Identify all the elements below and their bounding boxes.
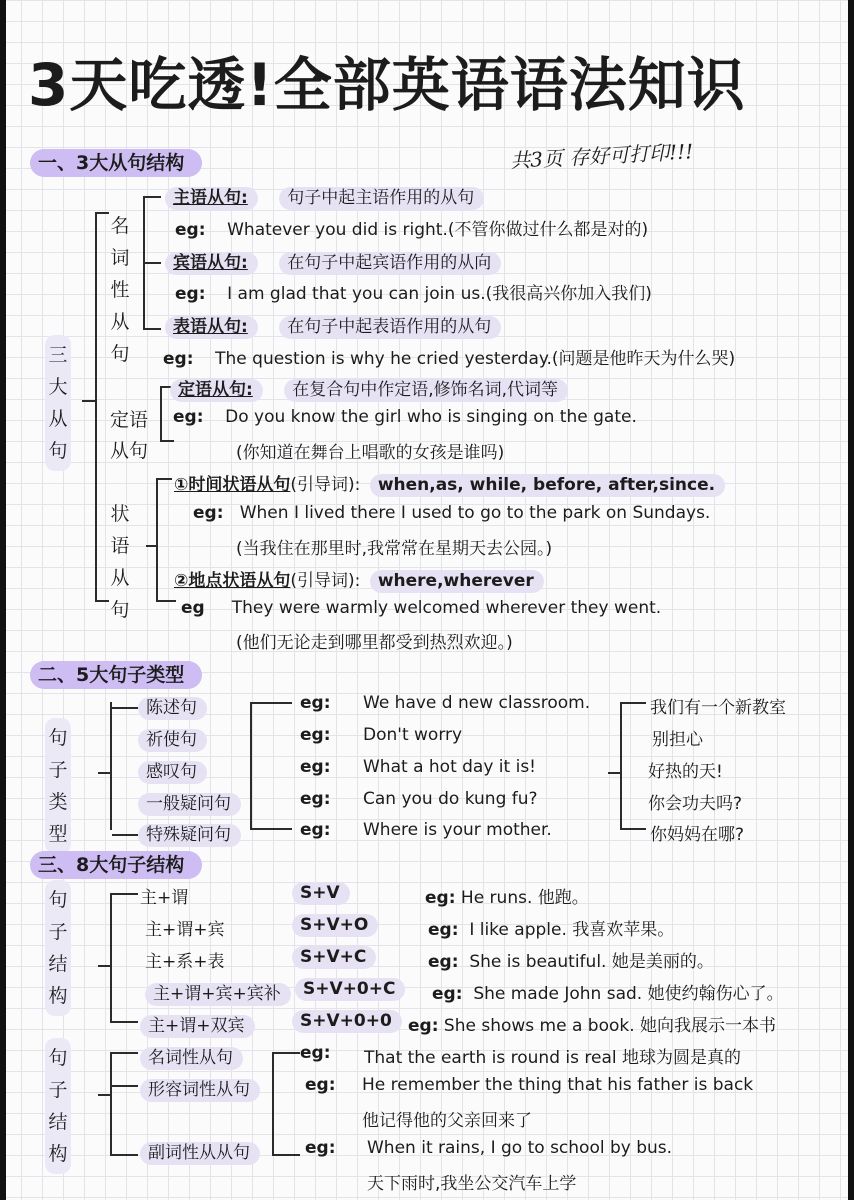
time-clause-cn: (当我住在那里时,我常常在星期天去公园。) bbox=[236, 539, 553, 559]
structure-code: S+V+O bbox=[292, 915, 378, 935]
sentence-type-row: 祈使句 bbox=[138, 725, 207, 750]
structure-row: 主+谓 bbox=[140, 888, 189, 908]
subject-clause-row: 主语从句: 句子中起主语作用的从句 bbox=[165, 183, 484, 208]
bracket-tick bbox=[98, 772, 110, 774]
sentence-type-row: 陈述句 bbox=[112, 693, 207, 718]
s1-main-bracket bbox=[95, 212, 97, 602]
sentence-cn: 好热的天! bbox=[648, 762, 723, 782]
adverbial-bracket bbox=[156, 478, 158, 602]
attributive-clause-label: 定语 从句 bbox=[110, 409, 149, 462]
bracket-tick bbox=[620, 828, 646, 830]
structure-row: 主+谓+双宾 bbox=[140, 1011, 255, 1036]
predicative-clause-eg: eg: The question is why he cried yesterday.(问题是他昨天为什么哭) bbox=[163, 349, 736, 369]
bracket-tick bbox=[143, 262, 161, 264]
s2-left-bracket bbox=[110, 702, 112, 830]
sentence-type-row: 一般疑问句 bbox=[138, 789, 241, 814]
sentence-type-row: 感叹句 bbox=[138, 757, 207, 782]
clause-type-row: 名词性从句 bbox=[140, 1043, 243, 1068]
bracket-tick bbox=[143, 196, 161, 198]
section-1-header: 一、3大从句结构 bbox=[30, 148, 202, 175]
sentence-cn: 你会功夫吗? bbox=[648, 794, 743, 814]
sentence-cn: 我们有一个新教室 bbox=[650, 698, 786, 718]
structure-eg: eg: She made John sad. 她使约翰伤心了。 bbox=[432, 984, 784, 1004]
bracket-tick bbox=[608, 772, 620, 774]
attributive-clause-cn: (你知道在舞台上唱歌的女孩是谁吗) bbox=[236, 443, 505, 463]
bracket-tick bbox=[156, 600, 176, 602]
clause-eg: eg: When it rains, I go to school by bus. bbox=[305, 1138, 673, 1158]
bracket-tick bbox=[272, 1052, 300, 1054]
bracket-tick bbox=[110, 1154, 138, 1156]
page-title: 3天吃透!全部英语语法知识 bbox=[28, 51, 746, 119]
bracket-tick bbox=[620, 702, 646, 704]
bracket-tick bbox=[143, 328, 161, 330]
bracket-tick bbox=[98, 965, 110, 967]
bracket-tick bbox=[110, 1085, 138, 1087]
s2-right-bracket bbox=[620, 702, 622, 830]
predicative-clause-row: 表语从句: 在句子中起表语作用的从句 bbox=[165, 312, 501, 337]
place-clause-row: ②地点状语从句(引导词): where,wherever bbox=[174, 566, 544, 591]
bracket-tick bbox=[250, 702, 292, 704]
time-clause-row: ①时间状语从句(引导词): when,as, while, before, after,since. bbox=[174, 470, 725, 495]
place-clause-eg: eg They were warmly welcomed wherever they went. bbox=[181, 598, 662, 618]
adverbial-clause-label: 状 语 从 句 bbox=[110, 503, 130, 621]
s3-side-label-structures: 句 子 结 构 bbox=[45, 880, 71, 1016]
clause-eg-cn: 天下雨时,我坐公交汽车上学 bbox=[367, 1174, 577, 1194]
bracket-tick bbox=[156, 478, 172, 480]
section-2-header: 二、5大句子类型 bbox=[30, 660, 202, 687]
structure-row: 主+谓+宾 bbox=[145, 920, 225, 940]
s3-clause-bracket bbox=[110, 1052, 112, 1156]
structure-row: 主+谓+宾+宾补 bbox=[145, 979, 291, 1004]
bracket-tick bbox=[160, 440, 174, 442]
sentence-cn: 你妈妈在哪? bbox=[650, 825, 745, 845]
structure-code: S+V bbox=[292, 883, 350, 903]
bracket-tick bbox=[272, 1154, 300, 1156]
structure-row: 主+系+表 bbox=[145, 952, 225, 972]
attributive-clause-eg: eg: Do you know the girl who is singing on the gate. bbox=[173, 407, 637, 427]
bracket-tick bbox=[146, 545, 156, 547]
structure-code: S+V+0+C bbox=[295, 979, 405, 999]
sentence-cn: 别担心 bbox=[652, 730, 703, 750]
structure-code: S+V+C bbox=[292, 947, 376, 967]
sentence-eg-row: eg: Can you do kung fu? bbox=[300, 789, 538, 809]
attributive-bracket bbox=[160, 386, 162, 442]
structure-eg: eg: He runs. 他跑。 bbox=[425, 888, 589, 908]
s3-side-label-clauses: 句 子 结 构 bbox=[45, 1038, 71, 1174]
clause-eg-cn: 他记得他的父亲回来了 bbox=[362, 1111, 532, 1131]
clause-eg: eg: That the earth is round is real 地球为圆是真的 bbox=[300, 1043, 742, 1068]
structure-code: S+V+0+0 bbox=[292, 1011, 402, 1031]
clause-eg: eg: He remember the thing that his father is back bbox=[305, 1075, 754, 1095]
bracket-tick bbox=[110, 1021, 138, 1023]
s2-mid-bracket bbox=[250, 702, 252, 830]
print-note: 共3页 存好可打印!!! bbox=[509, 139, 694, 173]
s3-structure-bracket bbox=[110, 893, 112, 1023]
bracket-tick bbox=[82, 400, 96, 402]
clause-type-row: 副词性从从句 bbox=[140, 1138, 260, 1163]
time-clause-eg: eg: When I lived there I used to go to the park on Sundays. bbox=[193, 503, 711, 523]
s2-side-label: 句 子 类 型 bbox=[45, 718, 71, 854]
structure-eg: eg: She shows me a book. 她向我展示一本书 bbox=[408, 1016, 777, 1036]
bracket-tick bbox=[98, 1094, 110, 1096]
bracket-tick bbox=[110, 1052, 138, 1054]
s1-side-label: 三 大 从 句 bbox=[45, 335, 71, 471]
s3-clause-eg-bracket bbox=[272, 1052, 274, 1156]
clause-type-row: 形容词性从句 bbox=[140, 1075, 260, 1100]
bracket-tick bbox=[250, 828, 292, 830]
sentence-eg-row: eg: We have d new classroom. bbox=[300, 693, 591, 713]
place-clause-cn: (他们无论走到哪里都受到热烈欢迎。) bbox=[236, 633, 513, 653]
section-3-header: 三、8大句子结构 bbox=[30, 850, 202, 877]
bracket-tick bbox=[110, 893, 138, 895]
structure-eg: eg: She is beautiful. 她是美丽的。 bbox=[428, 952, 714, 972]
sentence-eg-row: eg: Where is your mother. bbox=[300, 820, 552, 840]
subject-clause-eg: eg: Whatever you did is right.(不管你做过什么都是对的) bbox=[175, 220, 649, 240]
sentence-type-row: 特殊疑问句 bbox=[112, 820, 241, 845]
noun-clause-label: 名 词 性 从 句 bbox=[110, 215, 130, 365]
attributive-clause-row: 定语从句: 在复合句中作定语,修饰名词,代词等 bbox=[170, 375, 568, 400]
sentence-eg-row: eg: Don't worry bbox=[300, 725, 463, 745]
structure-eg: eg: I like apple. 我喜欢苹果。 bbox=[428, 920, 675, 940]
object-clause-eg: eg: I am glad that you can join us.(我很高兴你加入我们) bbox=[175, 284, 652, 304]
sentence-eg-row: eg: What a hot day it is! bbox=[300, 757, 536, 777]
object-clause-row: 宾语从句: 在句子中起宾语作用的从向 bbox=[165, 248, 501, 273]
